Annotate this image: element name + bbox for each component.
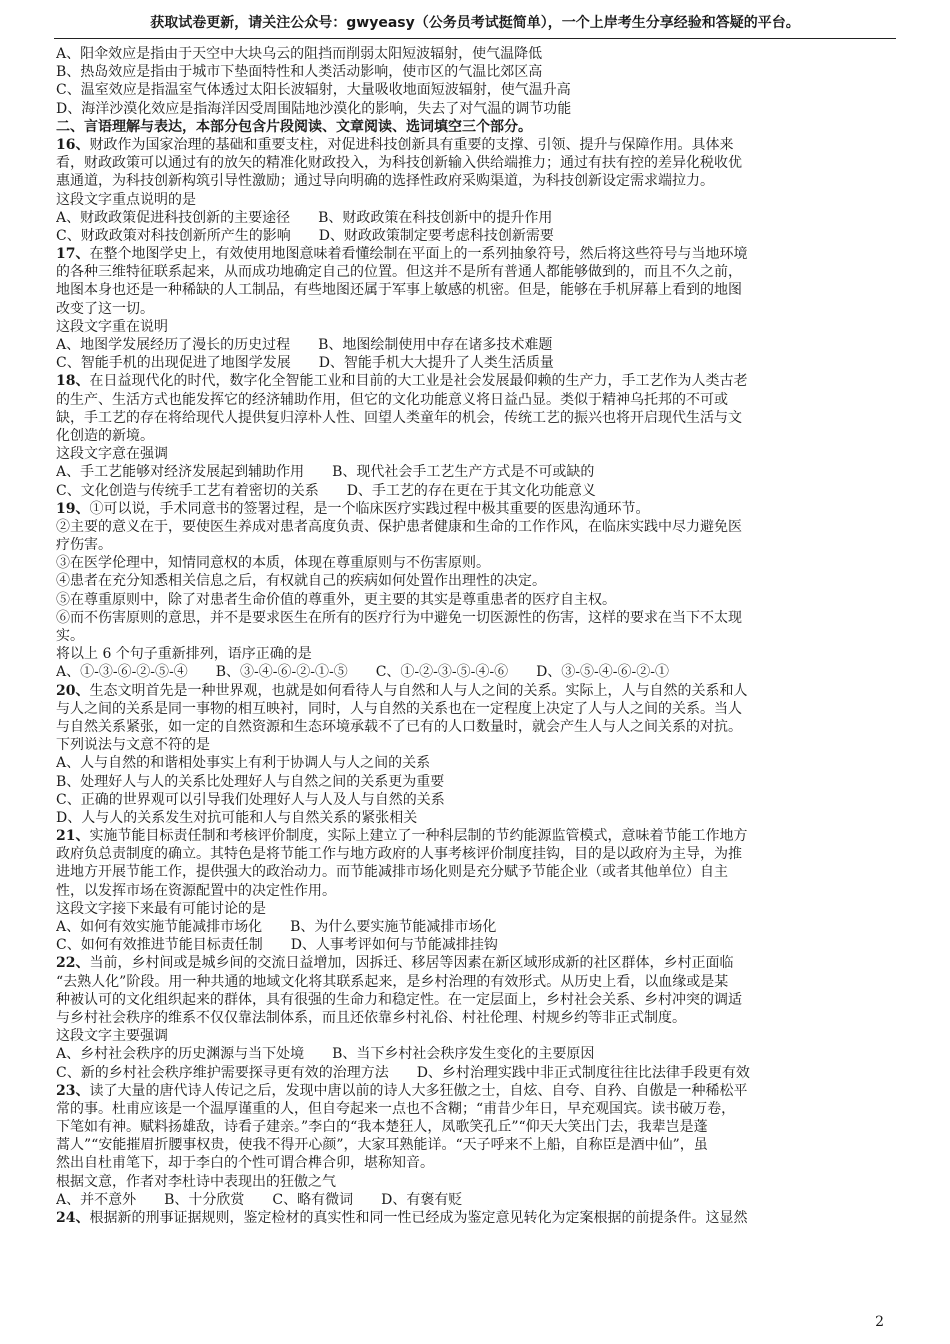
text-line xyxy=(56,882,898,900)
line-text: 改变了这一切。 xyxy=(56,300,154,317)
line-text: C、新的乡村社会秩序维护需要探寻更有效的治理方法 D、乡村治理实践中非正式制度往往比法律手段更有效 xyxy=(56,1064,750,1081)
question-number: 17、 xyxy=(56,246,90,263)
line-text: A、地图学发展经历了漫长的历史过程 B、地图绘制使用中存在诸多技术难题 xyxy=(56,337,553,353)
text-line xyxy=(56,1154,898,1172)
text-line xyxy=(56,773,898,791)
line-text: A、并不意外 B、十分欣赏 C、略有微词 D、有褒有贬 xyxy=(56,1191,463,1208)
text-line xyxy=(56,427,898,445)
text-line xyxy=(56,572,898,590)
line-text: 根据文意，作者对李杜诗中表现出的狂傲之气 xyxy=(56,1173,336,1190)
line-text: 看，财政政策可以通过有的放矢的精准化财政投入，为科技创新输入供给端推力；通过有扶有控的差异化税收优 xyxy=(56,155,742,172)
line-text: ④患者在充分知悉相关信息之后，有权就自己的疾病如何处置作出理性的决定。 xyxy=(56,573,546,590)
text-line xyxy=(56,900,898,918)
line-text: 的各种三维特征联系起来，从而成功地确定自己的位置。但这并不是所有普通人都能够做到的，而且不久之前， xyxy=(56,264,742,281)
text-line xyxy=(56,518,898,536)
line-text: 二、言语理解与表达，本部分包含片段阅读、文章阅读、选词填空三个部分。 xyxy=(56,118,532,135)
text-line xyxy=(56,809,898,827)
text-line xyxy=(56,845,898,863)
text-line xyxy=(56,1009,898,1027)
line-text: 将以上 6 个句子重新排列，语序正确的是 xyxy=(56,646,312,663)
line-text: 这段文字主要强调 xyxy=(56,1028,168,1045)
text-line xyxy=(56,718,898,736)
text-line xyxy=(56,991,898,1009)
line-text: 下笔如有神。赋料扬雄敌，诗看子建亲。”李白的“我本楚狂人，凤歌笑孔丘”“仰天大笑出门去，我辈岂是蓬 xyxy=(56,1119,708,1136)
line-text: A、如何有效实施节能减排市场化 B、为什么要实施节能减排市场化 xyxy=(56,919,497,935)
line-text: 与乡村社会秩序的维系不仅仅靠法制体系，而且还依靠乡村礼俗、村社伦理、村规乡约等非正式制度。 xyxy=(56,1009,686,1026)
line-text: 这段文字意在强调 xyxy=(56,446,168,463)
question-number: 21、 xyxy=(56,828,90,845)
text-line xyxy=(56,1191,898,1209)
line-text: ⑤在尊重原则中，除了对患者生命价值的尊重外，更主要的其实是尊重患者的医疗自主权。 xyxy=(56,591,616,608)
question-line xyxy=(56,1082,898,1100)
text-line xyxy=(56,973,898,991)
question-number: 20、 xyxy=(56,682,90,699)
line-text: 在日益现代化的时代，数字化全智能工业和目前的大工业是社会发展最仰赖的生产力，手工艺作为人类古老 xyxy=(89,373,748,390)
text-line xyxy=(56,172,898,190)
line-text: 政府负总责制度的确立。其特色是将节能工作与地方政府的人事考核评价制度挂钩，目的是以政府为主导，为推 xyxy=(56,846,742,863)
text-line xyxy=(56,154,898,172)
question-line xyxy=(56,954,898,972)
text-line xyxy=(56,609,898,627)
line-text: B、热岛效应是指由于城市下垫面特性和人类活动影响，使市区的气温比郊区高 xyxy=(56,64,543,81)
line-text: 缺，手工艺的存在将给现代人提供复归淳朴人性、回望人类童年的机会，传统工艺的振兴也将开启现代生活与文 xyxy=(56,409,742,426)
text-line xyxy=(56,791,898,809)
question-line xyxy=(56,372,898,390)
text-line xyxy=(56,463,898,481)
text-line xyxy=(56,191,898,209)
text-line xyxy=(56,1173,898,1191)
text-line xyxy=(56,482,898,500)
text-line xyxy=(56,336,898,354)
line-text: 常的事。杜甫应该是一个温厚谨重的人，但自夸起来一点也不含糊；“甫昔少年日，早充观国宾。读书破万卷， xyxy=(56,1100,736,1117)
line-text: 这段文字重点说明的是 xyxy=(56,191,196,208)
line-text: C、智能手机的出现促进了地图学发展 D、智能手机大大提升了人类生活质量 xyxy=(56,355,554,372)
line-text: 化创造的新境。 xyxy=(56,427,154,444)
question-number: 18、 xyxy=(56,373,90,390)
text-line xyxy=(56,936,898,954)
line-text: A、乡村社会秩序的历史渊源与当下处境 B、当下乡村社会秩序发生变化的主要原因 xyxy=(56,1046,595,1063)
line-text: 种被认可的文化组织起来的群体，具有很强的生命力和稳定性。在一定层面上，乡村社会关系、乡村冲突的调适 xyxy=(56,991,742,1008)
text-line xyxy=(56,536,898,554)
line-text: “去熟人化”阶段。用一种共通的地域文化将其联系起来，是乡村治理的有效形式。从历史上看，以血缘或是某 xyxy=(56,973,729,990)
question-number: 16、 xyxy=(56,136,90,153)
line-text: 根据新的刑事证据规则，鉴定检材的真实性和同一性已经成为鉴定意见转化为定案根据的前提条件。这显然 xyxy=(89,1210,748,1226)
line-text: C、财政政策对科技创新所产生的影响 D、财政政策制定要考虑科技创新需要 xyxy=(56,227,554,244)
text-line xyxy=(56,918,898,936)
line-text: 与人之间的关系是同一事物的相互映衬，同时，人与自然的关系也在一定程度上决定了人与人之间的关系。当人 xyxy=(56,700,742,717)
text-line xyxy=(56,281,898,299)
question-number: 22、 xyxy=(56,955,90,972)
line-text: ③在医学伦理中，知情同意权的本质，体现在尊重原则与不伤害原则。 xyxy=(56,555,490,572)
text-line xyxy=(56,591,898,609)
line-text: ②主要的意义在于，要使医生养成对患者高度负责、保护患者健康和生命的工作作风，在临床实践中尽力避免医 xyxy=(56,518,742,535)
line-text: 这段文字接下来最有可能讨论的是 xyxy=(56,900,266,917)
question-number: 23、 xyxy=(56,1082,90,1099)
line-text: 这段文字重在说明 xyxy=(56,318,168,335)
page-number: 2 xyxy=(875,1314,884,1330)
line-text: C、文化创造与传统手工艺有着密切的关系 D、手工艺的存在更在于其文化功能意义 xyxy=(56,482,596,499)
text-line xyxy=(56,1100,898,1118)
text-line xyxy=(56,227,898,245)
line-text: 然出自杜甫笔下，却于李白的个性可谓合榫合卯，堪称知音。 xyxy=(56,1155,434,1172)
text-line xyxy=(56,100,898,118)
line-text: 财政作为国家治理的基础和重要支柱，对促进科技创新具有重要的支撑、引领、提升与保障作用。具体来 xyxy=(89,136,734,153)
line-text: ①可以说，手术同意书的签署过程，是一个临床医疗实践过程中极其重要的医患沟通环节。 xyxy=(89,500,650,517)
line-text: ⑥而不伤害原则的意思，并不是要求医生在所有的医疗行为中避免一切医源性的伤害，这样的要求在当下不太现 xyxy=(56,609,742,626)
text-line xyxy=(56,1118,898,1136)
question-number: 24、 xyxy=(56,1210,90,1226)
line-text: 疗伤害。 xyxy=(56,537,112,554)
text-line xyxy=(56,409,898,427)
line-text: 在整个地图学史上，有效使用地图意味着看懂绘制在平面上的一系列抽象符号，然后将这些符号与当地环境 xyxy=(89,246,748,263)
text-line xyxy=(56,391,898,409)
text-line xyxy=(56,736,898,754)
exam-content xyxy=(56,45,898,1227)
question-number: 19、 xyxy=(56,500,90,517)
text-line xyxy=(56,1027,898,1045)
text-line xyxy=(56,1064,898,1082)
line-text: D、海洋沙漠化效应是指海洋因受周围陆地沙漠化的影响，失去了对气温的调节功能 xyxy=(56,100,572,117)
question-line xyxy=(56,245,898,263)
line-text: 读了大量的唐代诗人传记之后，发现中唐以前的诗人大多狂傲之士，自炫、自夸、自矜、自傲是一种稀松平 xyxy=(89,1082,748,1099)
text-line xyxy=(56,700,898,718)
text-line xyxy=(56,754,898,772)
line-text: 进地方开展节能工作，提供强大的政治动力。而节能减排市场化则是充分赋予节能企业（或者其他单位）自主 xyxy=(56,864,728,881)
line-text: 蒿人”“安能摧眉折腰事权贵，使我不得开心颜”，大家耳熟能详。“天子呼来不上船，自称臣是酒中仙”，虽 xyxy=(56,1137,708,1154)
line-text: A、财政政策促进科技创新的主要途径 B、财政政策在科技创新中的提升作用 xyxy=(56,209,553,226)
question-line xyxy=(56,827,898,845)
line-text: 地图本身也还是一种稀缺的人工制品，有些地图还属于军事上敏感的机密。但是，能够在手机屏幕上看到的地图 xyxy=(56,282,742,299)
line-text: 与自然关系紧张，如一定的自然资源和生态环境承载不了已有的人口数量时，就会产生人与人之间关系的对抗。 xyxy=(56,718,742,735)
text-line xyxy=(56,863,898,881)
line-text: 的生产、生活方式也能发挥它的经济辅助作用，但它的文化功能意义将日益凸显。类似于精神乌托邦的不可或 xyxy=(56,391,728,408)
text-line xyxy=(56,118,898,136)
text-line xyxy=(56,263,898,281)
line-text: 下列说法与文意不符的是 xyxy=(56,737,210,754)
line-text: 当前，乡村间或是城乡间的交流日益增加，因拆迁、移居等因素在新区域形成新的社区群体，乡村正面临 xyxy=(89,955,734,972)
line-text: 实。 xyxy=(56,628,84,644)
line-text: 实施节能目标责任制和考核评价制度，实际上建立了一种科层制的节约能源监管模式，意味着节能工作地方 xyxy=(89,828,748,845)
line-text: A、手工艺能够对经济发展起到辅助作用 B、现代社会手工艺生产方式是不可或缺的 xyxy=(56,464,595,481)
text-line xyxy=(56,645,898,663)
text-line xyxy=(56,318,898,336)
text-line xyxy=(56,209,898,227)
line-text: 惠通道，为科技创新构筑引导性激励；通过导向明确的选择性政府采购渠道，为科技创新设定需求端拉力。 xyxy=(56,173,714,190)
text-line xyxy=(56,354,898,372)
line-text: C、如何有效推进节能目标责任制 D、人事考评如何与节能减排挂钩 xyxy=(56,937,498,954)
text-line xyxy=(56,554,898,572)
page-header: 获取试卷更新，请关注公众号：gwyeasy（公务员考试挺简单），一个上岸考生分享经验和答疑的平台。 xyxy=(150,15,800,31)
text-line xyxy=(56,663,898,681)
text-line xyxy=(56,627,898,645)
text-line xyxy=(56,445,898,463)
line-text: 性，以发挥市场在资源配置中的决定性作用。 xyxy=(56,882,336,899)
question-line xyxy=(56,136,898,154)
text-line xyxy=(56,45,898,63)
question-line xyxy=(56,682,898,700)
text-line xyxy=(56,1045,898,1063)
text-line xyxy=(56,300,898,318)
line-text: A、人与自然的和谐相处事实上有利于协调人与人之间的关系 xyxy=(56,755,431,772)
line-text: D、人与人的关系发生对抗可能和人与自然关系的紧张相关 xyxy=(56,809,418,826)
line-text: 生态文明首先是一种世界观，也就是如何看待人与自然和人与人之间的关系。实际上，人与自然的关系和人 xyxy=(89,682,748,699)
line-text: C、温室效应是指温室气体透过太阳长波辐射，大量吸收地面短波辐射，使气温升高 xyxy=(56,82,571,99)
question-line xyxy=(56,500,898,518)
text-line xyxy=(56,63,898,81)
text-line xyxy=(56,81,898,99)
line-text: B、处理好人与人的关系比处理好人与自然之间的关系更为重要 xyxy=(56,773,445,790)
line-text: A、①-③-⑥-②-⑤-④ B、③-④-⑥-②-①-⑤ C、①-②-③-⑤-④-⑥ D、③-⑤-④-⑥-②-① xyxy=(56,664,669,681)
question-line xyxy=(56,1209,898,1227)
line-text: C、正确的世界观可以引导我们处理好人与人及人与自然的关系 xyxy=(56,791,445,808)
text-line xyxy=(56,1136,898,1154)
line-text: A、阳伞效应是指由于天空中大块乌云的阻挡而削弱太阳短波辐射，使气温降低 xyxy=(56,46,543,62)
header-divider xyxy=(54,38,896,39)
